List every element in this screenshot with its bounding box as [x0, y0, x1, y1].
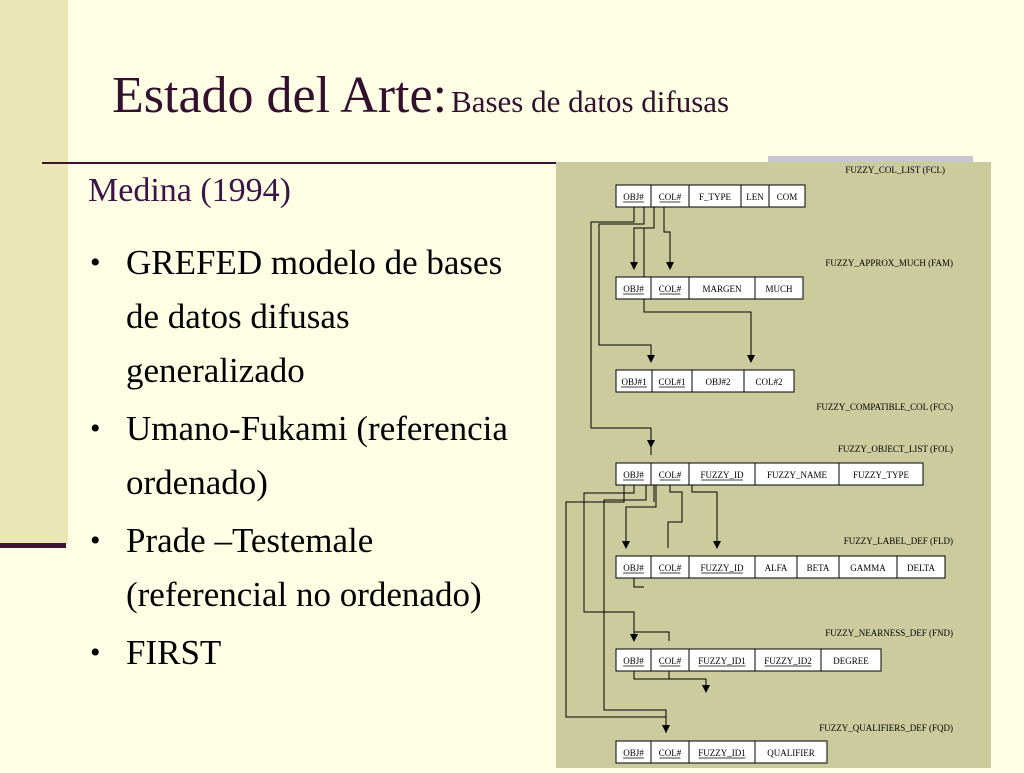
table-0 [616, 165, 945, 207]
table-name: FUZZY_LABEL_DEF (FLD) [843, 536, 953, 546]
table-name: FUZZY_OBJECT_LIST (FOL) [837, 444, 953, 454]
arrowhead-icon [662, 725, 670, 733]
column-name: COL# [658, 656, 682, 666]
arrowhead-icon [647, 355, 655, 363]
arrowhead-icon [713, 541, 721, 549]
relationship-line [591, 207, 651, 455]
table-1 [616, 258, 953, 299]
left-decor-band [0, 0, 68, 545]
column-name: FUZZY_TYPE [853, 470, 909, 480]
left-decor-line [0, 543, 66, 548]
column-name: OBJ# [623, 656, 644, 666]
bullet-dot-icon: • [90, 246, 101, 279]
column-name: DELTA [907, 563, 935, 573]
arrowhead-icon [622, 541, 630, 549]
bullet-text: FIRST [126, 633, 222, 672]
column-name: COL#1 [658, 377, 686, 387]
bullet-text: GREFED modelo de bases de datos difusas generalizado [126, 243, 503, 390]
column-name: DEGREE [833, 656, 869, 666]
bullet-text: Prade –Testemale (referencial no ordenado) [126, 521, 482, 614]
bullet-item [86, 626, 536, 680]
bullet-item [86, 402, 536, 510]
column-name: ALFA [764, 563, 788, 573]
column-name: COL# [658, 284, 682, 294]
column-name: OBJ# [623, 563, 644, 573]
arrowhead-icon [666, 262, 674, 270]
column-name: BETA [806, 563, 830, 573]
relationship-line [634, 671, 706, 692]
bullet-dot-icon: • [90, 636, 101, 669]
table-3 [616, 444, 953, 485]
column-name: MUCH [765, 284, 793, 294]
column-name: OBJ# [623, 192, 644, 202]
table-name: FUZZY_APPROX_MUCH (FAM) [825, 258, 953, 268]
column-name: COL# [658, 470, 682, 480]
column-name: OBJ#2 [705, 377, 731, 387]
relationship-line [604, 485, 666, 732]
column-name: COL# [658, 192, 682, 202]
table-4 [616, 536, 953, 578]
title-sub: Bases de datos difusas [451, 84, 730, 119]
column-name: QUALIFIER [767, 748, 815, 758]
arrowhead-icon [647, 440, 655, 448]
arrowhead-icon [702, 685, 710, 693]
column-name: GAMMA [850, 563, 886, 573]
column-name: COM [776, 192, 798, 202]
relationship-line [664, 207, 670, 269]
table-2 [616, 370, 953, 412]
bullet-text: Umano-Fukami (referencia ordenado) [126, 409, 508, 502]
relationship-line [692, 485, 717, 548]
column-name: FUZZY_ID [700, 470, 744, 480]
bullet-list [86, 236, 536, 684]
title-main: Estado del Arte: [112, 67, 448, 124]
bullet-dot-icon: • [90, 524, 101, 557]
table-name: FUZZY_QUALIFIERS_DEF (FQD) [819, 723, 953, 733]
table-name: FUZZY_NEARNESS_DEF (FND) [825, 628, 953, 638]
arrowhead-icon [630, 634, 638, 642]
column-name: FUZZY_ID2 [764, 656, 812, 666]
column-name: COL#2 [755, 377, 783, 387]
title-rule [42, 162, 557, 164]
bullet-item [86, 236, 536, 398]
arrowhead-icon [747, 355, 755, 363]
table-group [616, 165, 953, 763]
relationship-line [626, 485, 656, 548]
subtitle: Medina (1994) [88, 172, 292, 209]
schema-diagram-panel [556, 162, 991, 768]
column-name: OBJ# [623, 284, 644, 294]
relationship-line [634, 632, 669, 641]
relationship-line [566, 485, 666, 733]
column-name: OBJ#1 [621, 377, 647, 387]
column-name: OBJ# [623, 748, 644, 758]
column-name: FUZZY_NAME [767, 470, 827, 480]
column-name: LEN [746, 192, 764, 202]
column-name: F_TYPE [698, 192, 732, 202]
table-name: FUZZY_COL_LIST (FCL) [845, 165, 945, 175]
relationship-line [634, 578, 644, 587]
column-name: COL# [658, 748, 682, 758]
relationship-line [668, 485, 682, 548]
column-name: MARGEN [702, 284, 742, 294]
column-name: COL# [658, 563, 682, 573]
arrowhead-icon [630, 262, 638, 270]
schema-diagram [556, 162, 991, 768]
column-name: OBJ# [623, 470, 644, 480]
column-name: FUZZY_ID1 [698, 748, 746, 758]
table-name: FUZZY_COMPATIBLE_COL (FCC) [816, 402, 953, 412]
column-name: FUZZY_ID1 [698, 656, 746, 666]
column-name: FUZZY_ID [700, 563, 744, 573]
bullet-dot-icon: • [90, 412, 101, 445]
bullet-item [86, 514, 536, 622]
slide-title [112, 66, 729, 125]
table-5 [616, 628, 953, 671]
